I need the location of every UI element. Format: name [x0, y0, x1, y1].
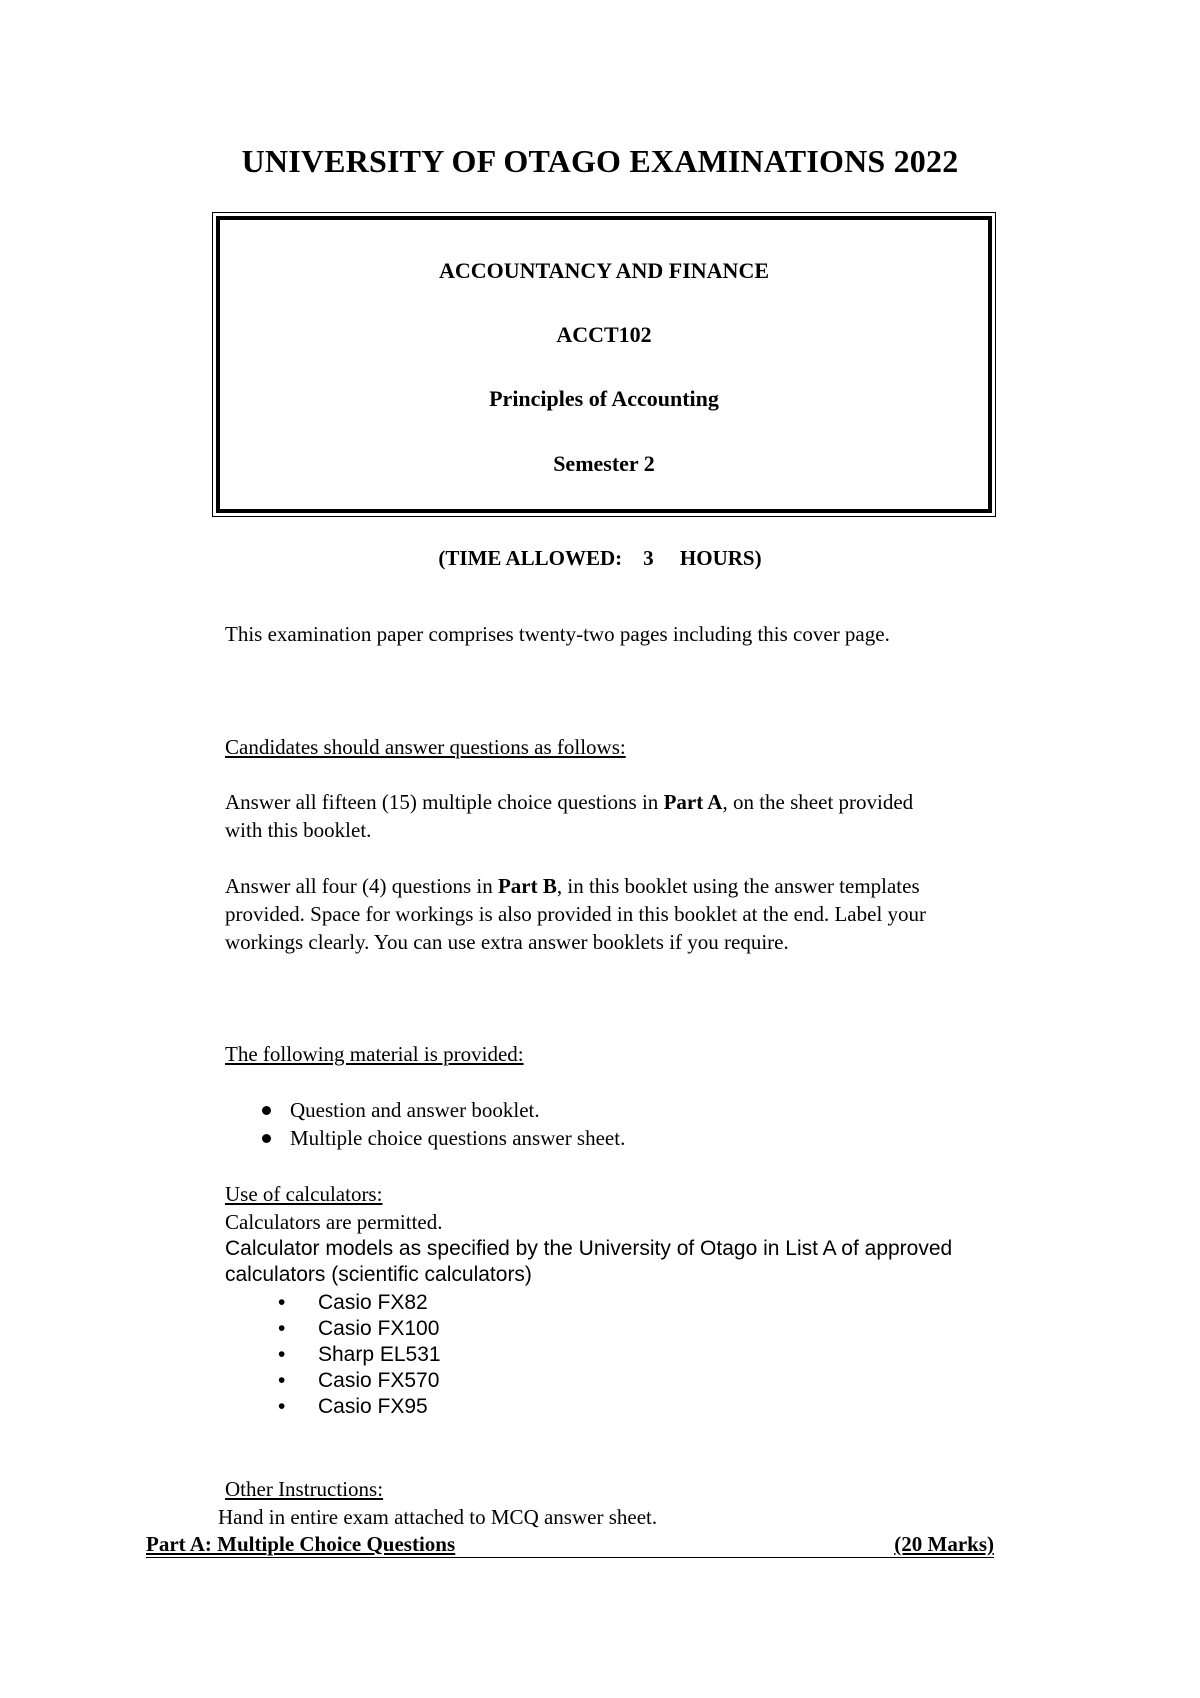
- semester: Semester 2: [553, 451, 655, 476]
- exam-title: UNIVERSITY OF OTAGO EXAMINATIONS 2022: [241, 143, 959, 179]
- course-name: Principles of Accounting: [489, 386, 719, 411]
- list-item: • Casio FX570: [278, 1368, 441, 1394]
- part-a-marks: (20 Marks): [894, 1532, 994, 1556]
- part-a-instruction-start: Answer all fifteen (15) multiple choice questions in: [225, 790, 664, 814]
- other-instructions-heading: Other Instructions:: [225, 1477, 384, 1501]
- course-code: ACCT102: [556, 322, 652, 347]
- list-item: Multiple choice questions answer sheet.: [262, 1124, 625, 1152]
- course-info-box: [216, 216, 992, 513]
- part-b-instruction: [225, 872, 983, 956]
- list-item: • Casio FX100: [278, 1316, 441, 1342]
- part-b-bold: Part B: [497, 874, 557, 898]
- calculator-models-list: [278, 1290, 441, 1420]
- department-name: ACCOUNTANCY AND FINANCE: [439, 258, 769, 283]
- calculators-heading: Use of calculators:: [225, 1182, 383, 1206]
- time-allowed: (TIME ALLOWED: 3 HOURS): [438, 546, 762, 570]
- materials-heading: The following material is provided:: [225, 1042, 524, 1066]
- part-b-instruction-end: , in this booklet using the answer templates provided. Space for workings is also provided in this booklet at the end. Label your workings clearly. You can use extra answer booklets if you require.: [225, 874, 927, 954]
- materials-list: [262, 1096, 625, 1152]
- calculators-permitted: Calculators are permitted.: [225, 1210, 443, 1234]
- list-item: • Sharp EL531: [278, 1342, 441, 1368]
- part-a-label: Part A: Multiple Choice Questions: [146, 1532, 456, 1556]
- answer-instructions-heading: Candidates should answer questions as follows:: [225, 735, 626, 759]
- part-a-bold: Part A: [663, 790, 723, 814]
- part-a-instruction: [225, 788, 945, 844]
- list-item: • Casio FX82: [278, 1290, 441, 1316]
- part-a-instruction-end: , on the sheet provided with this booklet.: [225, 790, 914, 842]
- part-b-instruction-start: Answer all four (4) questions in: [225, 874, 498, 898]
- list-item: Question and answer booklet.: [262, 1096, 625, 1124]
- other-instructions-text: Hand in entire exam attached to MCQ answer sheet.: [218, 1505, 658, 1529]
- part-a-heading: [146, 1531, 994, 1558]
- list-item: • Casio FX95: [278, 1394, 441, 1420]
- intro-text: This examination paper comprises twenty-two pages including this cover page.: [225, 622, 890, 646]
- calculator-models-note: Calculator models as specified by the University of Otago in List A of approved calculators (scientific calculators): [225, 1237, 953, 1286]
